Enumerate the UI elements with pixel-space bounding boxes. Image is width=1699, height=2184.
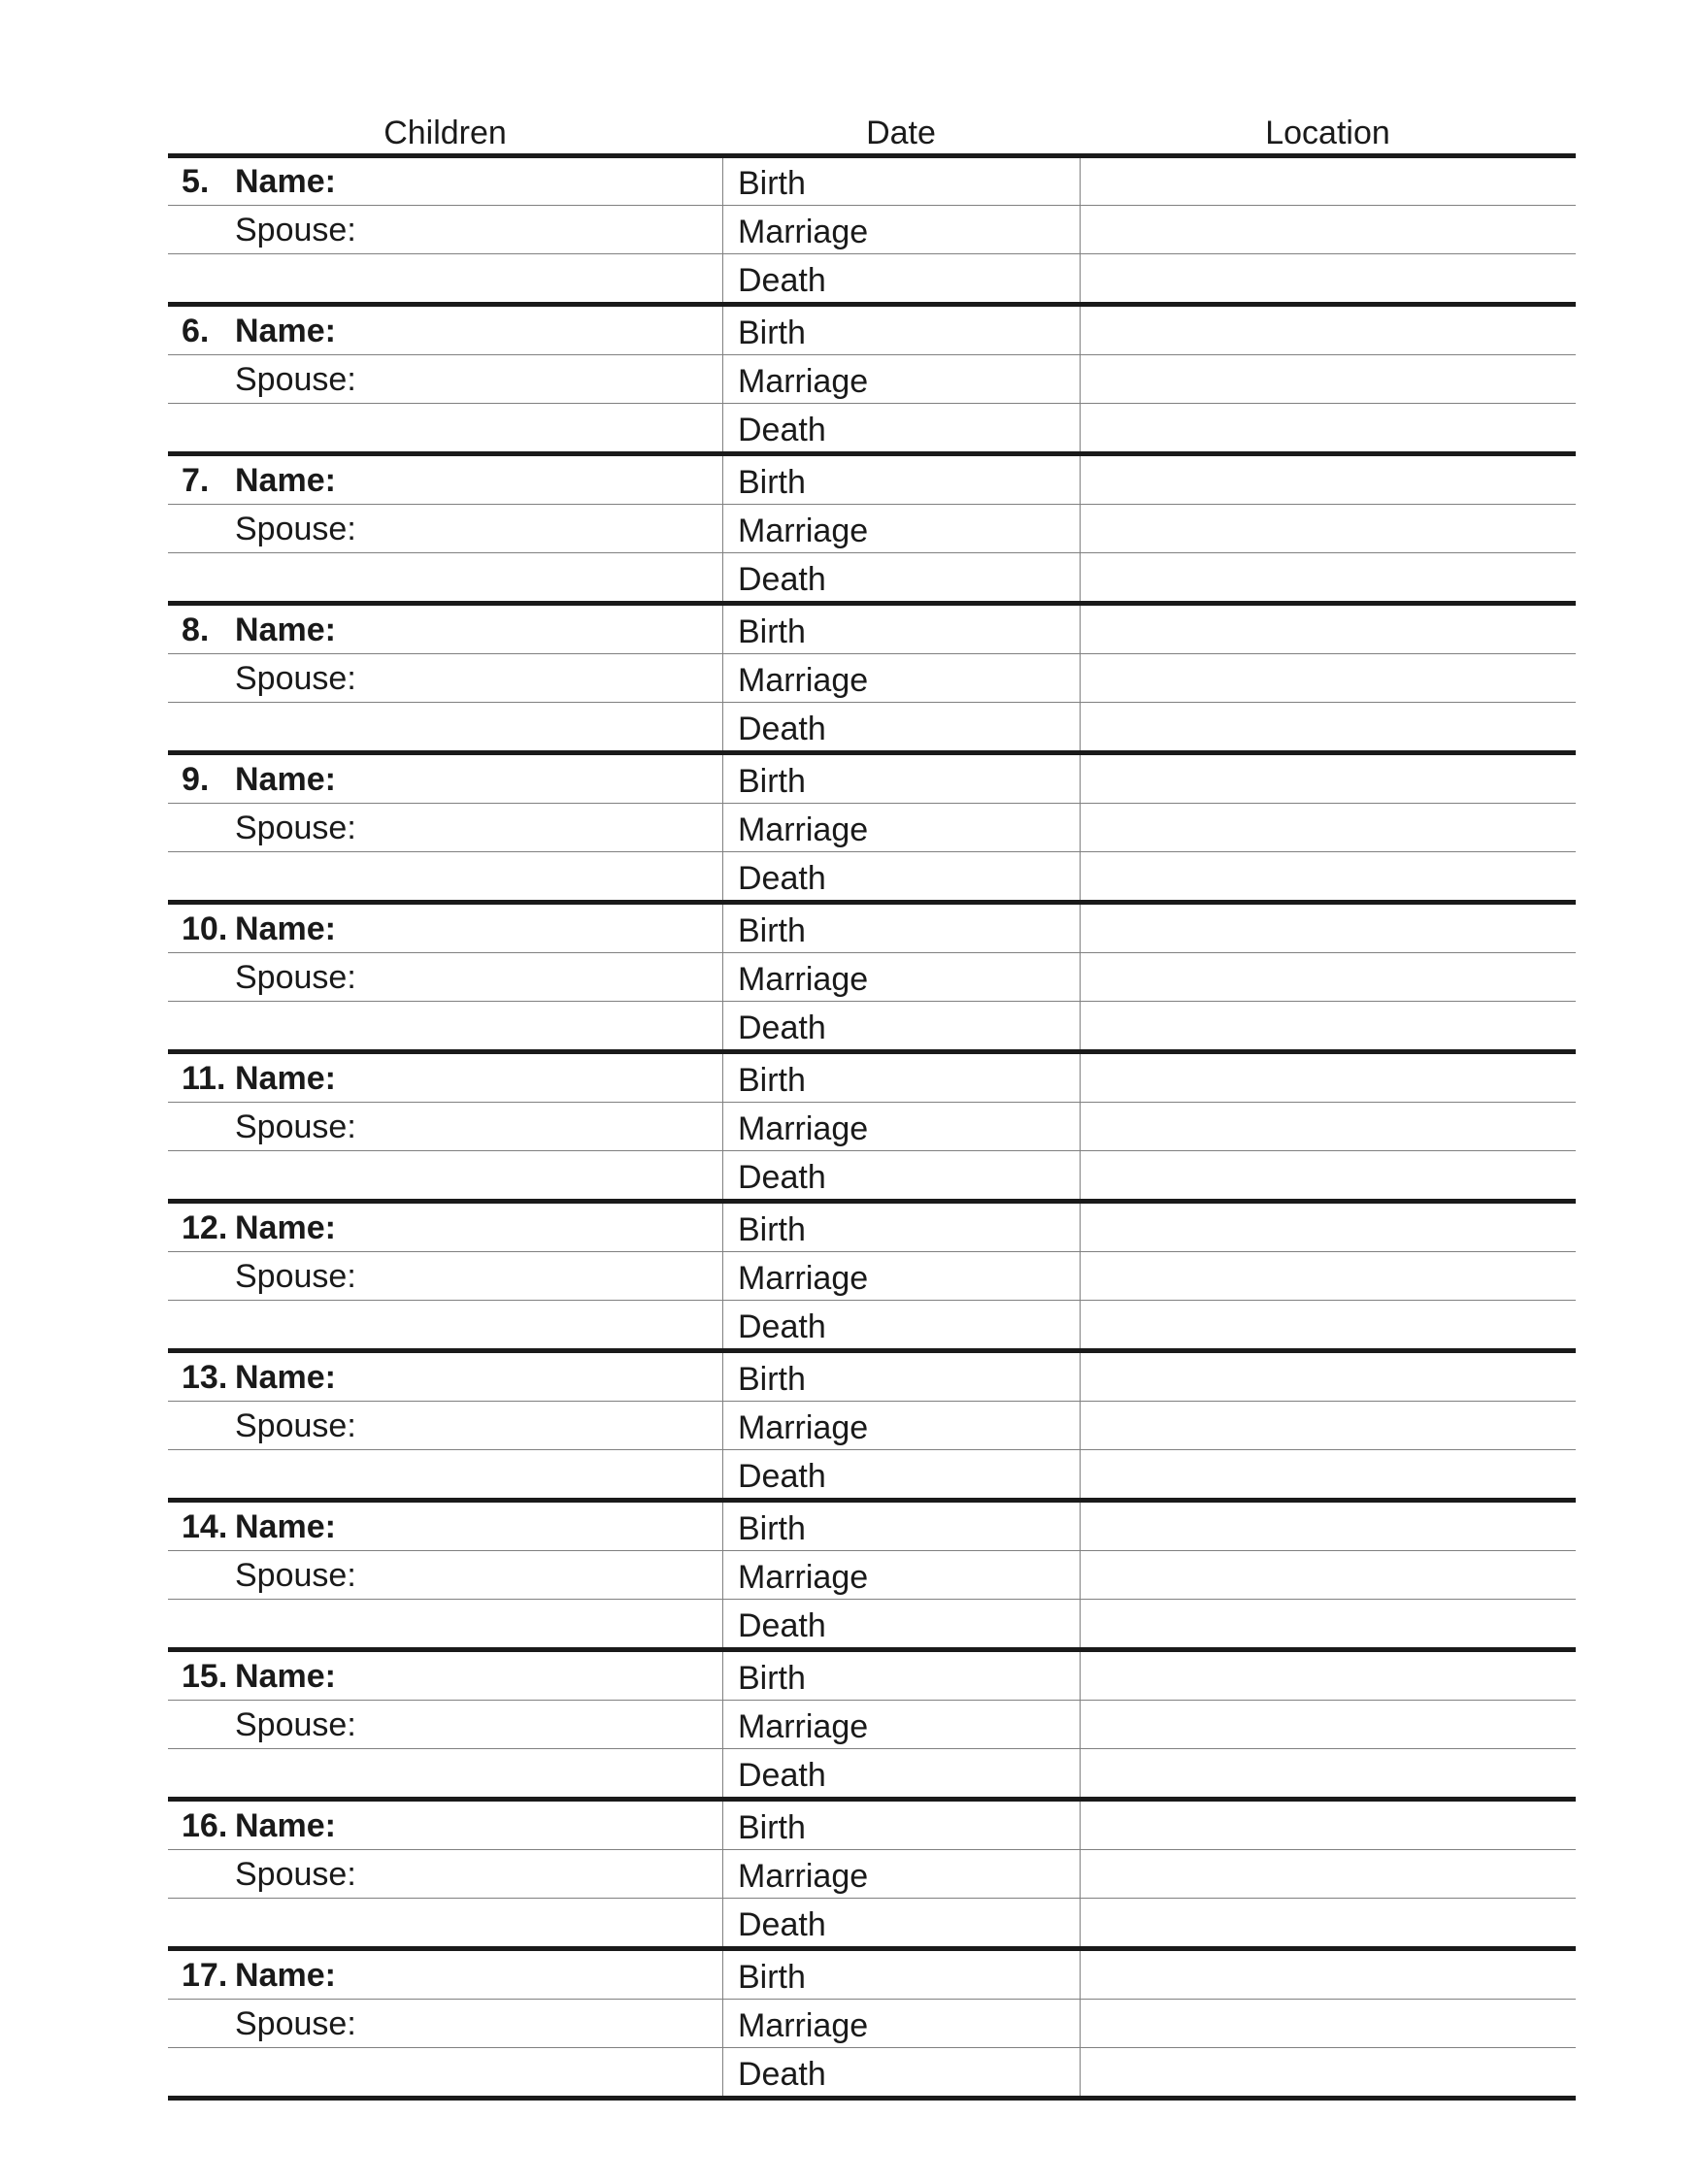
- date-field[interactable]: [722, 703, 1080, 750]
- table-row: [168, 504, 1576, 552]
- location-field[interactable]: [1080, 804, 1576, 851]
- child-entry: [168, 606, 1576, 755]
- name-label: Name:: [235, 612, 336, 648]
- table-row: [168, 456, 1576, 504]
- blank-field[interactable]: [168, 1301, 722, 1348]
- spouse-label: Spouse:: [235, 1258, 356, 1295]
- child-entry: [168, 1054, 1576, 1204]
- event-label: Death: [738, 2056, 826, 2093]
- location-field[interactable]: [1080, 553, 1576, 601]
- date-field[interactable]: [722, 1450, 1080, 1498]
- children-record-sheet: [168, 109, 1576, 2101]
- event-label: Birth: [738, 912, 806, 949]
- spouse-field[interactable]: [168, 2000, 722, 2047]
- blank-field[interactable]: [168, 1600, 722, 1647]
- table-row: [168, 1401, 1576, 1449]
- location-field[interactable]: [1080, 1951, 1576, 1999]
- location-field[interactable]: [1080, 1600, 1576, 1647]
- table-row: [168, 653, 1576, 702]
- location-field[interactable]: [1080, 654, 1576, 702]
- event-label: Marriage: [738, 1409, 869, 1446]
- event-label: Marriage: [738, 1559, 869, 1596]
- location-field[interactable]: [1080, 1749, 1576, 1797]
- date-field[interactable]: [722, 2048, 1080, 2096]
- location-field[interactable]: [1080, 606, 1576, 653]
- location-field[interactable]: [1080, 1652, 1576, 1700]
- table-row: [168, 205, 1576, 253]
- table-row: [168, 1204, 1576, 1251]
- entry-number: 8.: [182, 612, 210, 648]
- date-field[interactable]: [722, 1652, 1080, 1700]
- child-entry: [168, 1204, 1576, 1353]
- date-field[interactable]: [722, 1204, 1080, 1251]
- date-field[interactable]: [722, 2000, 1080, 2047]
- table-row: [168, 1353, 1576, 1401]
- child-entry: [168, 307, 1576, 456]
- spouse-field[interactable]: [168, 1701, 722, 1748]
- event-label: Death: [738, 1009, 826, 1046]
- child-entries: [168, 158, 1576, 2101]
- spouse-label: Spouse:: [235, 1407, 356, 1444]
- name-label: Name:: [235, 1807, 336, 1844]
- event-label: Birth: [738, 763, 806, 800]
- location-field[interactable]: [1080, 456, 1576, 504]
- date-field[interactable]: [722, 905, 1080, 952]
- child-entry: [168, 1503, 1576, 1652]
- table-row: [168, 253, 1576, 302]
- event-label: Marriage: [738, 811, 869, 848]
- event-label: Marriage: [738, 1260, 869, 1297]
- table-row: [168, 1054, 1576, 1102]
- location-field[interactable]: [1080, 1151, 1576, 1199]
- spouse-field[interactable]: [168, 1402, 722, 1449]
- entry-number: 17.: [182, 1957, 228, 1994]
- entry-number: 14.: [182, 1508, 228, 1545]
- blank-field[interactable]: [168, 404, 722, 451]
- spouse-field[interactable]: [168, 1551, 722, 1599]
- location-field[interactable]: [1080, 1301, 1576, 1348]
- event-label: Marriage: [738, 214, 869, 250]
- date-field[interactable]: [722, 158, 1080, 205]
- event-label: Death: [738, 1906, 826, 1943]
- event-label: Marriage: [738, 2007, 869, 2044]
- spouse-field[interactable]: [168, 1252, 722, 1300]
- date-field[interactable]: [722, 553, 1080, 601]
- date-field[interactable]: [722, 206, 1080, 253]
- location-field[interactable]: [1080, 905, 1576, 952]
- table-row: [168, 606, 1576, 653]
- spouse-label: Spouse:: [235, 660, 356, 697]
- child-entry: [168, 905, 1576, 1054]
- name-label: Name:: [235, 1957, 336, 1994]
- spouse-label: Spouse:: [235, 361, 356, 398]
- name-label: Name:: [235, 313, 336, 349]
- child-entry: [168, 456, 1576, 606]
- table-row: [168, 1001, 1576, 1049]
- blank-field[interactable]: [168, 254, 722, 302]
- table-row: [168, 1449, 1576, 1498]
- entry-number: 10.: [182, 910, 228, 947]
- name-label: Name:: [235, 1658, 336, 1695]
- table-row: [168, 1849, 1576, 1898]
- blank-field[interactable]: [168, 1450, 722, 1498]
- blank-field[interactable]: [168, 703, 722, 750]
- location-field[interactable]: [1080, 1204, 1576, 1251]
- name-field[interactable]: [168, 1054, 722, 1102]
- spouse-field[interactable]: [168, 654, 722, 702]
- location-field[interactable]: [1080, 1551, 1576, 1599]
- blank-field[interactable]: [168, 1899, 722, 1946]
- date-field[interactable]: [722, 1802, 1080, 1849]
- event-label: Birth: [738, 165, 806, 202]
- date-field[interactable]: [722, 1551, 1080, 1599]
- date-field[interactable]: [722, 1252, 1080, 1300]
- date-field[interactable]: [722, 307, 1080, 354]
- child-entry: [168, 1802, 1576, 1951]
- spouse-label: Spouse:: [235, 212, 356, 248]
- date-field[interactable]: [722, 1151, 1080, 1199]
- table-row: [168, 354, 1576, 403]
- location-field[interactable]: [1080, 1450, 1576, 1498]
- event-label: Birth: [738, 464, 806, 501]
- entry-number: 7.: [182, 462, 210, 499]
- date-field[interactable]: [722, 654, 1080, 702]
- event-label: Marriage: [738, 1858, 869, 1895]
- date-field[interactable]: [722, 1749, 1080, 1797]
- table-row: [168, 552, 1576, 601]
- location-field[interactable]: [1080, 1802, 1576, 1849]
- name-field[interactable]: [168, 905, 722, 952]
- table-row: [168, 702, 1576, 750]
- spouse-field[interactable]: [168, 355, 722, 403]
- event-label: Birth: [738, 1062, 806, 1099]
- name-label: Name:: [235, 462, 336, 499]
- table-row: [168, 158, 1576, 205]
- location-field[interactable]: [1080, 1899, 1576, 1946]
- spouse-label: Spouse:: [235, 810, 356, 846]
- location-field[interactable]: [1080, 2000, 1576, 2047]
- date-field[interactable]: [722, 804, 1080, 851]
- table-row: [168, 1503, 1576, 1550]
- name-field[interactable]: [168, 307, 722, 354]
- name-label: Name:: [235, 761, 336, 798]
- event-label: Marriage: [738, 961, 869, 998]
- child-entry: [168, 158, 1576, 307]
- table-row: [168, 905, 1576, 952]
- table-row: [168, 1802, 1576, 1849]
- child-entry: [168, 1652, 1576, 1802]
- date-field[interactable]: [722, 355, 1080, 403]
- location-field[interactable]: [1080, 206, 1576, 253]
- location-field[interactable]: [1080, 1503, 1576, 1550]
- entry-number: 15.: [182, 1658, 228, 1695]
- spouse-field[interactable]: [168, 206, 722, 253]
- date-field[interactable]: [722, 755, 1080, 803]
- location-field[interactable]: [1080, 158, 1576, 205]
- column-headers: [168, 109, 1576, 158]
- location-field[interactable]: [1080, 1103, 1576, 1150]
- name-field[interactable]: [168, 1802, 722, 1849]
- event-label: Death: [738, 1607, 826, 1644]
- event-label: Marriage: [738, 1708, 869, 1745]
- table-row: [168, 2047, 1576, 2096]
- event-label: Death: [738, 561, 826, 598]
- table-row: [168, 1898, 1576, 1946]
- blank-field[interactable]: [168, 852, 722, 900]
- child-entry: [168, 755, 1576, 905]
- child-entry: [168, 1353, 1576, 1503]
- table-row: [168, 1251, 1576, 1300]
- header-location: Location: [1265, 115, 1390, 151]
- blank-field[interactable]: [168, 553, 722, 601]
- table-row: [168, 1599, 1576, 1647]
- event-label: Death: [738, 262, 826, 299]
- event-label: Death: [738, 860, 826, 897]
- event-label: Birth: [738, 1660, 806, 1697]
- table-row: [168, 803, 1576, 851]
- name-field[interactable]: [168, 1503, 722, 1550]
- location-field[interactable]: [1080, 1402, 1576, 1449]
- location-field[interactable]: [1080, 404, 1576, 451]
- location-field[interactable]: [1080, 852, 1576, 900]
- date-field[interactable]: [722, 1600, 1080, 1647]
- event-label: Death: [738, 412, 826, 448]
- spouse-label: Spouse:: [235, 511, 356, 547]
- location-field[interactable]: [1080, 2048, 1576, 2096]
- event-label: Birth: [738, 613, 806, 650]
- location-field[interactable]: [1080, 307, 1576, 354]
- name-label: Name:: [235, 1060, 336, 1097]
- location-field[interactable]: [1080, 254, 1576, 302]
- date-field[interactable]: [722, 505, 1080, 552]
- date-field[interactable]: [722, 1301, 1080, 1348]
- spouse-label: Spouse:: [235, 1706, 356, 1743]
- table-row: [168, 1652, 1576, 1700]
- name-field[interactable]: [168, 755, 722, 803]
- spouse-field[interactable]: [168, 1103, 722, 1150]
- spouse-field[interactable]: [168, 804, 722, 851]
- table-row: [168, 755, 1576, 803]
- name-field[interactable]: [168, 1204, 722, 1251]
- entry-number: 13.: [182, 1359, 228, 1396]
- date-field[interactable]: [722, 1850, 1080, 1898]
- name-field[interactable]: [168, 1652, 722, 1700]
- event-label: Marriage: [738, 1110, 869, 1147]
- spouse-field[interactable]: [168, 953, 722, 1001]
- location-field[interactable]: [1080, 703, 1576, 750]
- spouse-field[interactable]: [168, 505, 722, 552]
- table-row: [168, 1748, 1576, 1797]
- name-field[interactable]: [168, 1951, 722, 1999]
- entry-number: 5.: [182, 163, 210, 200]
- blank-field[interactable]: [168, 2048, 722, 2096]
- date-field[interactable]: [722, 456, 1080, 504]
- location-field[interactable]: [1080, 355, 1576, 403]
- spouse-label: Spouse:: [235, 1109, 356, 1145]
- date-field[interactable]: [722, 1503, 1080, 1550]
- event-label: Death: [738, 711, 826, 747]
- event-label: Birth: [738, 1809, 806, 1846]
- name-label: Name:: [235, 1209, 336, 1246]
- entry-number: 6.: [182, 313, 210, 349]
- spouse-label: Spouse:: [235, 2005, 356, 2042]
- entry-number: 9.: [182, 761, 210, 798]
- table-row: [168, 307, 1576, 354]
- blank-field[interactable]: [168, 1151, 722, 1199]
- date-field[interactable]: [722, 1054, 1080, 1102]
- table-row: [168, 1300, 1576, 1348]
- event-label: Marriage: [738, 662, 869, 699]
- location-field[interactable]: [1080, 755, 1576, 803]
- event-label: Birth: [738, 314, 806, 351]
- table-row: [168, 1999, 1576, 2047]
- location-field[interactable]: [1080, 1002, 1576, 1049]
- table-row: [168, 952, 1576, 1001]
- location-field[interactable]: [1080, 1353, 1576, 1401]
- blank-field[interactable]: [168, 1002, 722, 1049]
- header-date: Date: [866, 115, 936, 151]
- entry-number: 16.: [182, 1807, 228, 1844]
- date-field[interactable]: [722, 1899, 1080, 1946]
- event-label: Birth: [738, 1361, 806, 1398]
- location-field[interactable]: [1080, 1701, 1576, 1748]
- name-label: Name:: [235, 1508, 336, 1545]
- spouse-label: Spouse:: [235, 1557, 356, 1594]
- child-entry: [168, 1951, 1576, 2101]
- date-field[interactable]: [722, 254, 1080, 302]
- location-field[interactable]: [1080, 1252, 1576, 1300]
- blank-field[interactable]: [168, 1749, 722, 1797]
- event-label: Birth: [738, 1959, 806, 1996]
- name-field[interactable]: [168, 606, 722, 653]
- date-field[interactable]: [722, 953, 1080, 1001]
- date-field[interactable]: [722, 1951, 1080, 1999]
- date-field[interactable]: [722, 404, 1080, 451]
- table-row: [168, 1700, 1576, 1748]
- event-label: Death: [738, 1757, 826, 1794]
- name-field[interactable]: [168, 158, 722, 205]
- table-row: [168, 1550, 1576, 1599]
- date-field[interactable]: [722, 606, 1080, 653]
- date-field[interactable]: [722, 1103, 1080, 1150]
- date-field[interactable]: [722, 1402, 1080, 1449]
- event-label: Death: [738, 1458, 826, 1495]
- location-field[interactable]: [1080, 953, 1576, 1001]
- table-row: [168, 1951, 1576, 1999]
- table-row: [168, 1150, 1576, 1199]
- location-field[interactable]: [1080, 1850, 1576, 1898]
- event-label: Death: [738, 1308, 826, 1345]
- event-label: Marriage: [738, 513, 869, 549]
- event-label: Birth: [738, 1510, 806, 1547]
- spouse-label: Spouse:: [235, 1856, 356, 1893]
- date-field[interactable]: [722, 852, 1080, 900]
- name-field[interactable]: [168, 456, 722, 504]
- name-label: Name:: [235, 910, 336, 947]
- name-label: Name:: [235, 1359, 336, 1396]
- entry-number: 12.: [182, 1209, 228, 1246]
- date-field[interactable]: [722, 1353, 1080, 1401]
- name-label: Name:: [235, 163, 336, 200]
- event-label: Death: [738, 1159, 826, 1196]
- spouse-label: Spouse:: [235, 959, 356, 996]
- entry-number: 11.: [182, 1060, 226, 1097]
- table-row: [168, 1102, 1576, 1150]
- date-field[interactable]: [722, 1701, 1080, 1748]
- location-field[interactable]: [1080, 1054, 1576, 1102]
- header-children: Children: [383, 115, 507, 151]
- event-label: Birth: [738, 1211, 806, 1248]
- spouse-field[interactable]: [168, 1850, 722, 1898]
- event-label: Marriage: [738, 363, 869, 400]
- date-field[interactable]: [722, 1002, 1080, 1049]
- table-row: [168, 851, 1576, 900]
- location-field[interactable]: [1080, 505, 1576, 552]
- name-field[interactable]: [168, 1353, 722, 1401]
- table-row: [168, 403, 1576, 451]
